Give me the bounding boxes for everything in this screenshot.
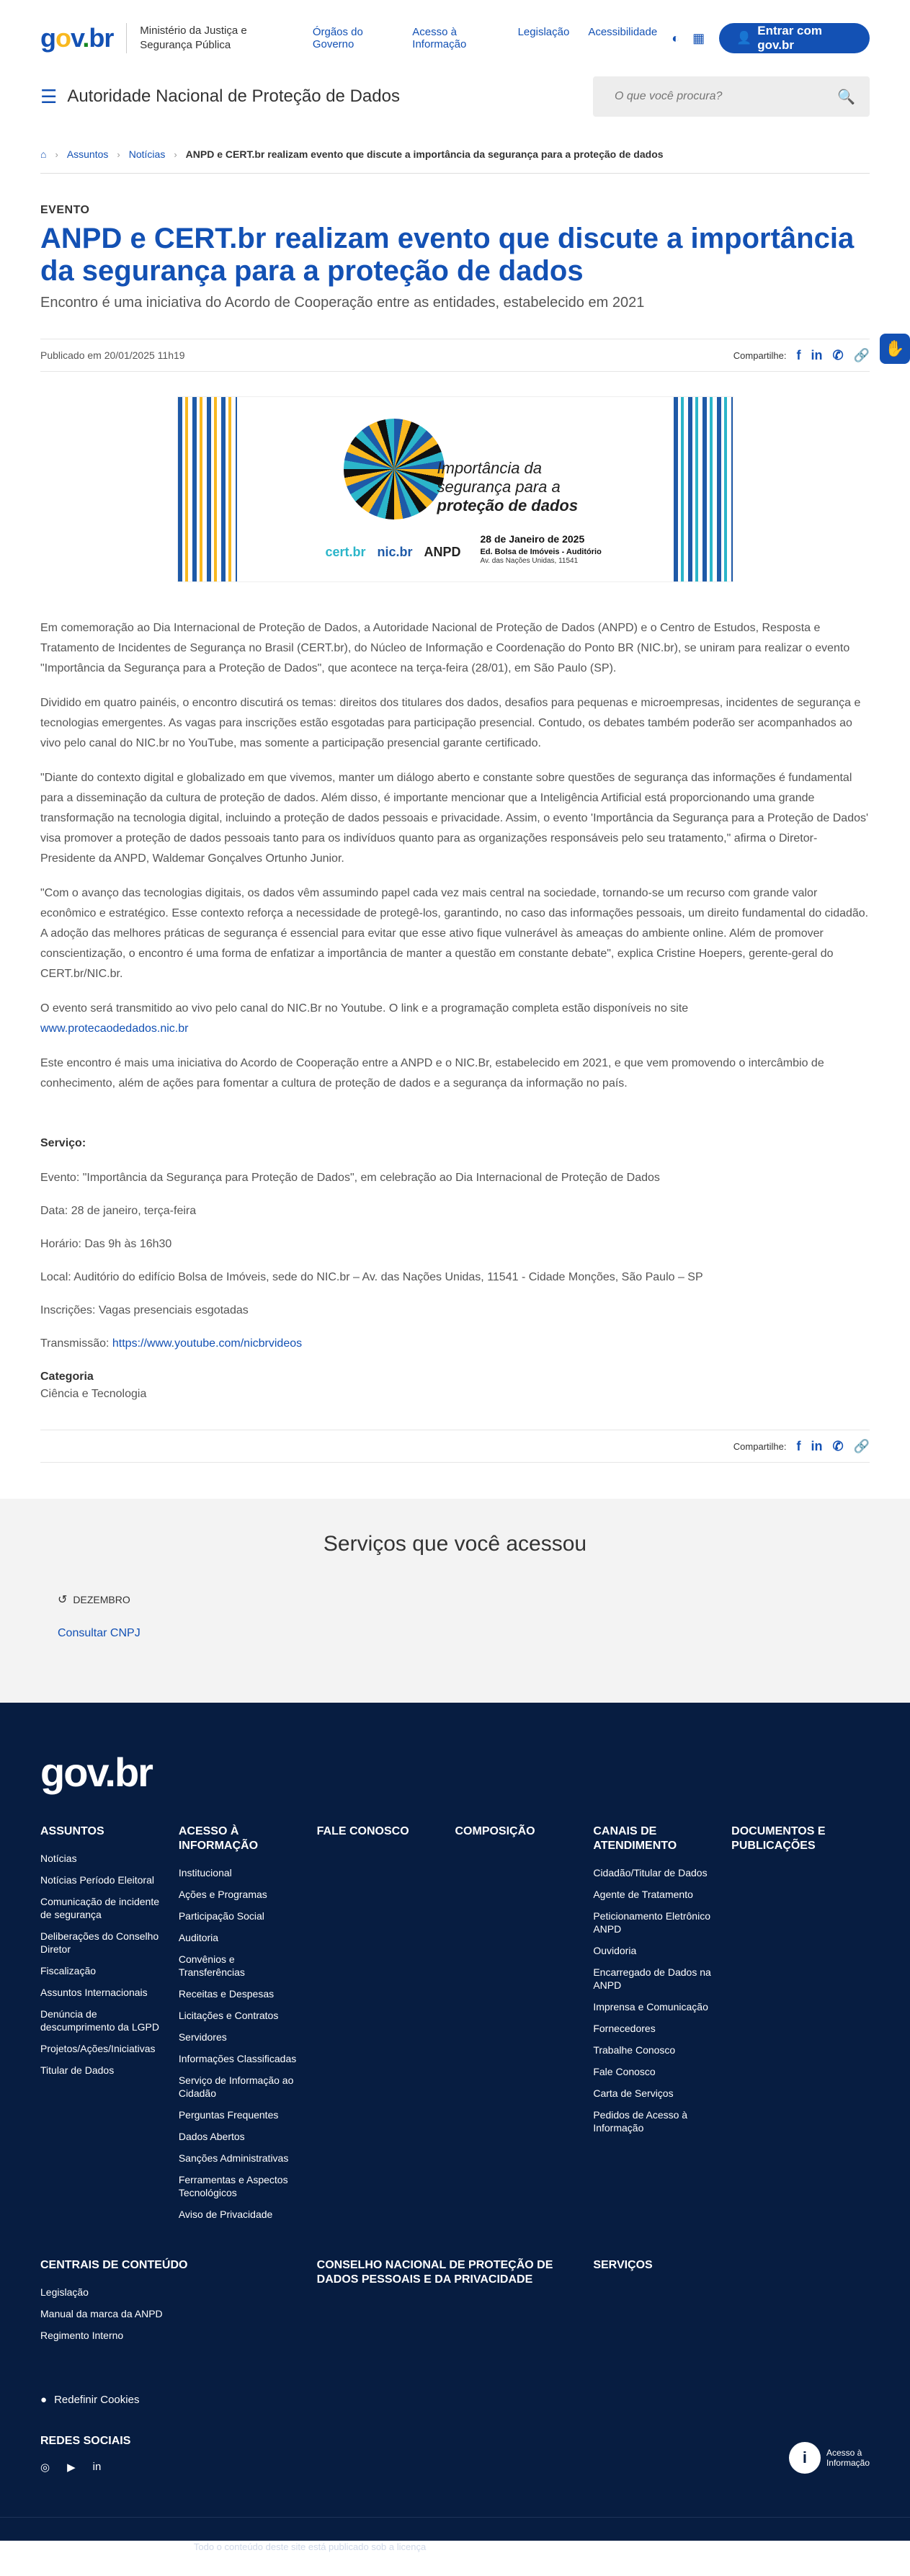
footer-link[interactable]: Notícias [40,1853,77,1864]
footer-link[interactable]: Encarregado de Dados na ANPD [593,1966,711,1991]
social-links [40,2461,130,2474]
share-bar: Compartilhe: f in ✆ 🔗 [733,347,870,362]
footer-link[interactable]: Servidores [178,2031,227,2043]
footer-link[interactable]: Ferramentas e Aspectos Tecnológicos [178,2174,288,2198]
whatsapp-icon[interactable]: ✆ [832,347,844,362]
breadcrumb-current: ANPD e CERT.br realizam evento que discute a importância da segurança para a proteção de dados [185,148,664,160]
linkedin-icon[interactable]: in [811,1438,823,1453]
footer-link[interactable]: Titular de Dados [40,2064,115,2076]
article-kicker: EVENTO [40,204,90,216]
footer-link[interactable]: Denúncia de descumprimento da LGPD [40,2008,159,2033]
globe-graphic [344,419,445,520]
footer-link[interactable]: Assuntos Internacionais [40,1987,148,1998]
whatsapp-icon[interactable]: ✆ [832,1438,844,1453]
footer-link[interactable]: Perguntas Frequentes [178,2109,279,2121]
paragraph: Em comemoração ao Dia Internacional de Proteção de Dados, a Autoridade Nacional de Proteção de Dados (ANPD) e o Centro de Estudos, Resposta e Tratamento de Incidentes de Segurança no Brasil (CERT.br), do Núcleo de Informação e Coordenação do Ponto BR (NIC.br), se uniram para realizar o evento "Importância da Segurança para a Proteção de Dados", que acontece na terça-feira (28/01), em São Paulo (SP). [40,622,850,674]
breadcrumb [40,148,870,174]
home-icon[interactable]: ⌂ [40,148,47,160]
service-line: Local: Auditório do edifício Bolsa de Imóveis, sede do NIC.br – Av. das Nações Unidas, 11541 - Cidade Monções, São Paulo – SP [40,1271,703,1283]
footer-column-title[interactable]: ACESSO À INFORMAÇÃO [178,1825,259,1852]
footer-column-title[interactable]: FALE CONOSCO [316,1825,409,1837]
footer-link[interactable]: Convênios e Transferências [178,1953,245,1978]
footer-link[interactable]: Pedidos de Acesso à Informação [593,2109,688,2134]
footer-column [317,2258,594,2350]
govbr-logo[interactable]: gov.br [40,23,114,53]
top-bar [0,0,910,76]
footer-column [40,2258,317,2350]
article-subtitle: Encontro é uma iniciativa do Acordo de Cooperação entre as entidades, estabelecido em 2021 [40,295,645,311]
footer-link[interactable]: Fale Conosco [593,2066,656,2077]
breadcrumb-assuntos[interactable]: Assuntos [66,148,109,160]
footer-column-title[interactable]: CONSELHO NACIONAL DE PROTEÇÃO DE DADOS PESSOAIS E DA PRIVACIDADE [316,2259,553,2286]
footer-link[interactable]: Manual da marca da ANPD [40,2308,163,2319]
instagram-icon[interactable]: ◎ [40,2461,50,2474]
publication-bar [40,339,905,372]
service-title: Serviço: [40,1137,86,1149]
footer-link[interactable]: Ouvidoria [593,1945,637,1956]
paragraph: Dividido em quatro painéis, o encontro discutirá os temas: direitos dos titulares dos dados, desafios para pequenas e microempresas, incidentes de segurança e tecnologias emergentes. As vagas para inscrições estão esgotadas para participação presencial. Contudo, os debates também poderão ser acompanhados ao vivo pelo canal do NIC.br no YouTube, mas somente a participação presencial garante certificado. [40,697,861,749]
paragraph: "Diante do contexto digital e globalizado em que vivemos, manter um diálogo aberto e constante sobre questões de segurança das informações é fundamental para a disseminação da cultura de proteção de dados. Além disso, é importante mencionar que a Inteligência Artificial está proporcionando uma grande transformação na tecnologia digital, incluindo a proteção de dados pessoais e privacidade. Assim, o evento 'Importância da Segurança para a Proteção de Dados' visa promover a proteção de dados pessoais tanto para os indivíduos quanto para as organizações responsáveis pelo seu tratamento," afirma o Diretor-Presidente da ANPD, Waldemar Gonçalves Ortunho Junior. [40,772,869,865]
accessed-services [0,1499,910,1703]
footer-link[interactable]: Carta de Serviços [593,2087,674,2099]
footer-column [455,1824,593,2229]
footer-link[interactable]: Notícias Período Eleitoral [40,1874,154,1886]
chevron-right-icon: › [55,148,58,160]
link-icon[interactable]: 🔗 [853,1438,870,1453]
footer-column-title[interactable]: CANAIS DE ATENDIMENTO [593,1825,677,1852]
footer-link[interactable]: Institucional [178,1867,232,1878]
page-title: ANPD e CERT.br realizam evento que discute a importância da segurança para a proteção de dados [40,223,855,287]
login-button[interactable]: 👤 Entrar com gov.br [719,23,870,53]
footer-link[interactable]: Participação Social [178,1910,264,1922]
linkedin-icon[interactable]: in [811,347,823,362]
footer-column-title[interactable]: COMPOSIÇÃO [455,1825,535,1837]
footer [0,1703,910,2552]
service-line: Evento: "Importância da Segurança para Proteção de Dados", em celebração ao Dia Internacional de Proteção de Dados [40,1172,660,1184]
footer-link[interactable]: Aviso de Privacidade [178,2209,273,2220]
link-acessibilidade[interactable]: Acessibilidade [588,26,658,38]
footer-link[interactable]: Informações Classificadas [178,2053,297,2064]
footer-column-title[interactable]: CENTRAIS DE CONTEÚDO [40,2259,188,2271]
service-line: Data: 28 de janeiro, terça-feira [40,1205,197,1217]
facebook-icon[interactable]: f [796,1438,801,1453]
link-legislacao[interactable]: Legislação [517,26,570,38]
link-acesso[interactable]: Acesso à Informação [412,26,467,50]
article-body [40,618,870,1094]
pixel-pattern-right [674,397,733,581]
chevron-right-icon: › [174,148,177,160]
footer-column-title[interactable]: SERVIÇOS [593,2259,653,2271]
footer-link[interactable]: Regimento Interno [40,2330,124,2341]
search-box [593,76,870,117]
banner-logos: cert.br nic.br ANPD [325,545,461,559]
paragraph: O evento será transmitido ao vivo pelo canal do NIC.Br no Youtube. O link e a programação completa estão disponíveis no site www.protecaodedados.nic.br [40,1002,689,1035]
share-bar-bottom: Compartilhe: f in ✆ 🔗 [40,1430,870,1463]
footer-column-title[interactable]: DOCUMENTOS E PUBLICAÇÕES [731,1825,826,1852]
banner-title: Importância da segurança para a proteção de dados [437,459,579,514]
ministry-name: Ministério da Justiça e Segurança Pública [140,24,247,51]
footer-link[interactable]: Ações e Programas [178,1889,267,1900]
paragraph: "Com o avanço das tecnologias digitais, os dados vêm assumindo papel cada vez mais central na sociedade, tornando-se um recurso com grande valor econômico e estratégico. Esse contexto reforça a necessidade de protegê-los, garantindo, no caso das informações pessoais, um direito fundamental do cidadão. A adoção das melhores práticas de segurança é essencial para evitar que esse ativo fique vulnerável às ameaças do ambiente online. Além de promover conscientização, o encontro é uma forma de enfatizar a importância de manter a questão em constante debate", explica Cristine Hoepers, gerente-geral do CERT.br/NIC.br. [40,887,869,980]
category: Categoria Ciência e Tecnologia [40,1371,870,1401]
paragraph: Este encontro é mais uma iniciativa do Acordo de Cooperação entre a ANPD e o NIC.Br, estabelecido em 2021, e que vem promovendo o intercâmbio de conhecimento, além de ações para fomentar a cultura de proteção de dados e a segurança da informação no país. [40,1057,824,1089]
protecaodedados-link[interactable]: www.protecaodedados.nic.br [40,1022,189,1035]
top-links [313,26,657,50]
search-icon[interactable]: 🔍 [837,89,855,105]
license-bar: Todo o conteúdo deste site está publicado sob a licença Creative Commons Atribuição-SemDerivações 3.0 Não Adaptada [0,2517,910,2576]
acesso-informacao-badge[interactable]: i Acesso à Informação [789,2442,870,2474]
license-link[interactable]: Creative Commons Atribuição-SemDerivações 3.0 Não Adaptada [428,2541,717,2552]
accessed-title: Serviços que você acessou [323,1532,587,1556]
apps-grid-icon[interactable]: ▦ [692,30,705,45]
footer-column [317,1824,455,2229]
footer-column-title[interactable]: ASSUNTOS [40,1825,104,1837]
footer-link[interactable]: Serviço de Informação ao Cidadão [178,2074,294,2099]
search-input[interactable] [615,90,831,103]
chevron-right-icon: › [117,148,120,160]
footer-link[interactable]: Peticionamento Eletrônico ANPD [593,1910,710,1935]
site-header [0,76,910,125]
footer-link[interactable]: Fornecedores [593,2023,656,2034]
category-value: Ciência e Tecnologia [40,1388,147,1400]
footer-link[interactable]: Projetos/Ações/Iniciativas [40,2043,156,2054]
event-banner [177,396,733,582]
footer-column [593,2258,870,2350]
service-info [40,1137,870,1350]
cookie-icon: ● [40,2394,48,2406]
breadcrumb-noticias[interactable]: Notícias [128,148,166,160]
youtube-icon[interactable]: ▶ [67,2461,76,2474]
footer-link[interactable]: Fiscalização [40,1965,97,1976]
footer-link[interactable]: Agente de Tratamento [593,1889,693,1900]
footer-link[interactable]: Dados Abertos [178,2131,245,2142]
banner-address: Av. das Nações Unidas, 11541 [480,557,579,565]
footer-logo[interactable]: gov.br [40,1750,152,1795]
footer-link[interactable]: Auditoria [178,1932,219,1943]
pixel-pattern-left [178,397,237,581]
footer-column [179,1824,317,2229]
banner-date: 28 de Janeiro de 2025 Ed. Bolsa de Imóveis - Auditório [480,533,602,556]
menu-icon[interactable]: ☰ [40,85,58,107]
site-title: ☰ Autoridade Nacional de Proteção de Dados [40,85,400,107]
footer-column [593,1824,731,2229]
footer-columns [40,1824,870,2229]
reset-cookies[interactable]: ● Redefinir Cookies [40,2394,140,2406]
service-line: Horário: Das 9h às 16h30 [40,1238,172,1250]
top-icons [672,31,705,46]
footer-link[interactable]: Sanções Administrativas [178,2152,289,2164]
footer-link[interactable]: Imprensa e Comunicação [593,2001,708,2013]
user-icon: 👤 [736,31,752,45]
info-icon: i [789,2442,821,2474]
social-title: REDES SOCIAIS [40,2435,131,2447]
footer-link[interactable]: Receitas e Despesas [178,1988,275,2000]
facebook-icon[interactable]: f [796,347,801,362]
contrast-icon[interactable]: ◐ [672,30,680,45]
footer-link[interactable]: Licitações e Contratos [178,2010,279,2021]
footer-link[interactable]: Comunicação de incidente de segurança [40,1896,159,1920]
footer-link[interactable]: Cidadão/Titular de Dados [593,1867,708,1878]
link-orgaos[interactable]: Órgãos do Governo [312,26,363,50]
link-icon[interactable]: 🔗 [853,347,870,362]
footer-column [731,1824,870,2229]
history-month: ↺ DEZEMBRO [58,1594,130,1606]
youtube-link[interactable]: https://www.youtube.com/nicbrvideos [112,1337,303,1350]
linkedin-icon[interactable]: in [92,2461,102,2473]
vlibras-icon[interactable]: ✋ [880,334,910,364]
footer-column [40,1824,179,2229]
service-line: Transmissão: https://www.youtube.com/nicbrvideos [40,1337,303,1350]
footer-link[interactable]: Legislação [40,2286,89,2298]
published-date: Publicado em 20/01/2025 11h19 [40,349,185,361]
footer-link[interactable]: Deliberações do Conselho Diretor [40,1930,159,1955]
footer-link[interactable]: Trabalhe Conosco [593,2044,676,2056]
history-icon: ↺ [58,1594,68,1606]
service-line: Inscrições: Vagas presenciais esgotadas [40,1304,249,1316]
divider [126,23,127,53]
accessed-service-link[interactable]: Consultar CNPJ [58,1627,140,1639]
footer-row-2 [40,2258,870,2350]
